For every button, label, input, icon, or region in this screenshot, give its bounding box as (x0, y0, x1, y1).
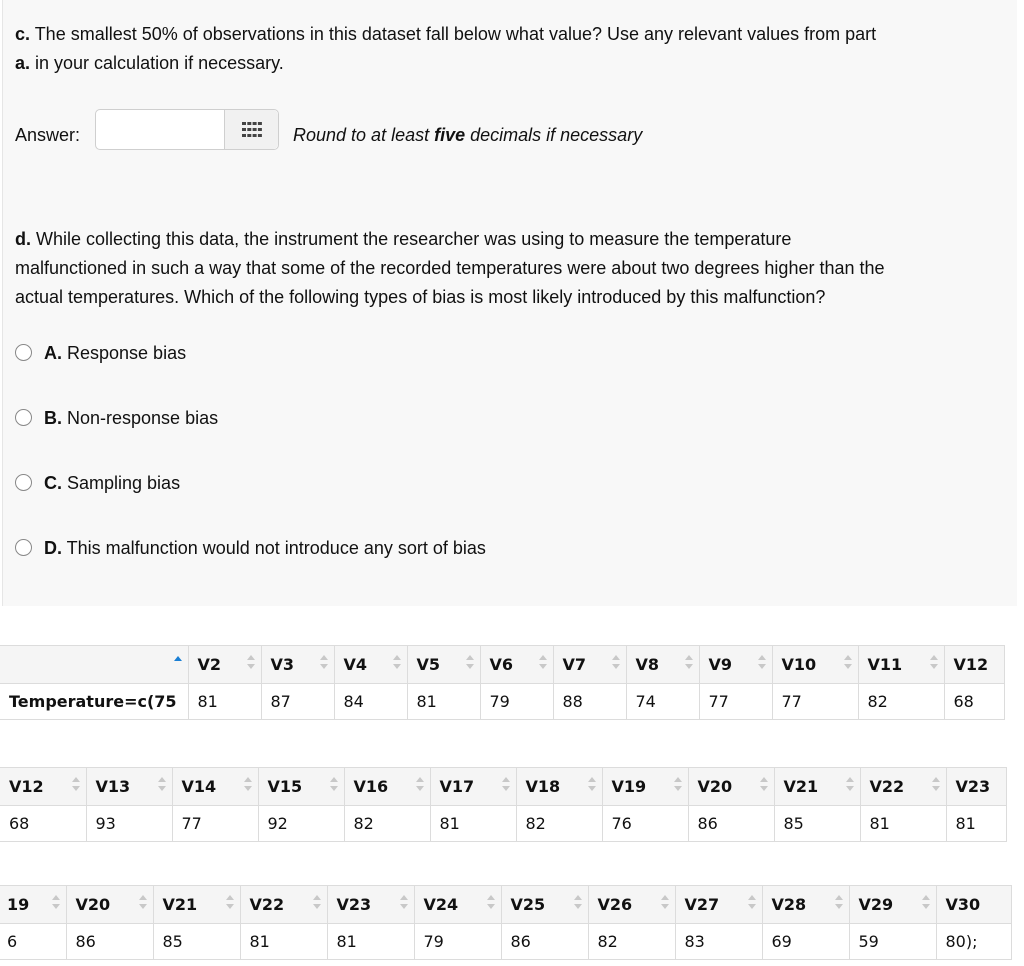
column-header[interactable]: V23 (946, 768, 1006, 806)
column-header[interactable]: V20 (66, 886, 153, 924)
table-cell: 81 (240, 924, 327, 960)
sort-icon[interactable] (400, 894, 408, 910)
sort-icon[interactable] (244, 776, 252, 792)
table-cell: 81 (860, 806, 946, 842)
table-cell: 93 (86, 806, 172, 842)
sort-icon[interactable] (313, 894, 321, 910)
sort-icon[interactable] (930, 654, 938, 670)
keypad-button[interactable] (224, 110, 278, 149)
sort-icon[interactable] (758, 654, 766, 670)
column-header[interactable]: V29 (849, 886, 936, 924)
sort-icon[interactable] (487, 894, 495, 910)
table-cell: 92 (258, 806, 344, 842)
table-cell: 68 (0, 806, 86, 842)
sort-icon[interactable] (466, 654, 474, 670)
table-row (0, 924, 1011, 960)
column-header[interactable]: V27 (675, 886, 762, 924)
sort-icon[interactable] (139, 894, 147, 910)
table-cell: 81 (327, 924, 414, 960)
data-table-3 (0, 885, 1012, 960)
sort-icon[interactable] (72, 776, 80, 792)
sort-icon[interactable] (393, 654, 401, 670)
column-header[interactable]: V12 (0, 768, 86, 806)
sort-icon[interactable] (174, 654, 182, 670)
sort-icon[interactable] (748, 894, 756, 910)
column-header[interactable]: V6 (480, 646, 553, 684)
column-header[interactable]: V21 (774, 768, 860, 806)
data-table-2 (0, 767, 1007, 842)
table-cell: 86 (501, 924, 588, 960)
table-row (0, 684, 1004, 720)
table-row (0, 806, 1006, 842)
table-cell: 84 (334, 684, 407, 720)
sort-icon[interactable] (574, 894, 582, 910)
table-cell: 83 (675, 924, 762, 960)
column-header[interactable]: V3 (261, 646, 334, 684)
table-cell: 86 (66, 924, 153, 960)
column-header[interactable]: V8 (626, 646, 699, 684)
table-cell: 6 (0, 924, 66, 960)
column-header[interactable]: V28 (762, 886, 849, 924)
column-header[interactable]: 19 (0, 886, 66, 924)
keypad-icon (242, 122, 262, 137)
table-cell: 82 (516, 806, 602, 842)
table-cell: 79 (414, 924, 501, 960)
column-header[interactable]: V7 (553, 646, 626, 684)
column-header[interactable]: V21 (153, 886, 240, 924)
sort-icon[interactable] (835, 894, 843, 910)
table-cell: 88 (553, 684, 626, 720)
radio-button[interactable] (15, 539, 32, 556)
sort-icon[interactable] (612, 654, 620, 670)
column-header[interactable]: V12 (944, 646, 1004, 684)
column-header[interactable]: V17 (430, 768, 516, 806)
column-header[interactable]: V26 (588, 886, 675, 924)
question-c-label: c. (15, 24, 31, 44)
column-header[interactable]: V9 (699, 646, 772, 684)
column-header[interactable] (0, 646, 188, 684)
table-cell: 82 (344, 806, 430, 842)
table-cell: 85 (153, 924, 240, 960)
table-header-row (0, 646, 1004, 684)
table-cell: 68 (944, 684, 1004, 720)
column-header[interactable]: V4 (334, 646, 407, 684)
question-c-label-a: a. (15, 53, 31, 73)
table-cell: 59 (849, 924, 936, 960)
answer-box (95, 109, 279, 150)
table-cell: 86 (688, 806, 774, 842)
data-table-1 (0, 645, 1005, 720)
question-panel: c. The smallest 50% of observations in this dataset fall below what value? Use any relevant values from part a. in your calculation if necessary. Answer: Round to at least five decimals if necessary d. While collecting this data, the instrument the researcher was using to measure the temperature malfunctioned in such a way that some of the recorded temperatures were about two degrees higher than the actual temperatures. Which of the following types of bias is most likely introduced by this malfunction? A. Response bias B. Non-response bias C. Sampling bias D. This malfunction would not introduce any sort of bias (2, 0, 1017, 606)
table-cell: 77 (172, 806, 258, 842)
column-header[interactable]: V22 (860, 768, 946, 806)
sort-icon[interactable] (588, 776, 596, 792)
table-cell: 81 (188, 684, 261, 720)
column-header[interactable]: V25 (501, 886, 588, 924)
table-cell: 81 (407, 684, 480, 720)
table-cell: 81 (430, 806, 516, 842)
radio-button[interactable] (15, 474, 32, 491)
table-cell: 76 (602, 806, 688, 842)
sort-icon[interactable] (760, 776, 768, 792)
question-d-label: d. (15, 229, 31, 249)
column-header[interactable]: V10 (772, 646, 858, 684)
sort-icon[interactable] (416, 776, 424, 792)
sort-icon[interactable] (539, 654, 547, 670)
question-c: c. The smallest 50% of observations in this dataset fall below what value? Use any relevant values from part a. in your calculation if necessary. (15, 24, 877, 73)
column-header[interactable]: V16 (344, 768, 430, 806)
table-cell: 74 (626, 684, 699, 720)
radio-button[interactable] (15, 409, 32, 426)
column-header[interactable]: V20 (688, 768, 774, 806)
table-cell: 69 (762, 924, 849, 960)
sort-icon[interactable] (158, 776, 166, 792)
question-d: d. While collecting this data, the instrument the researcher was using to measure the temperature malfunctioned in such a way that some of the recorded temperatures were about two degrees higher than the actual temperatures. Which of the following types of bias is most likely introduced by this malfunction? (15, 229, 885, 307)
column-header[interactable]: V5 (407, 646, 480, 684)
table-cell: 82 (858, 684, 944, 720)
column-header[interactable]: V23 (327, 886, 414, 924)
table-cell: Temperature=c(75 (0, 684, 188, 720)
radio-button[interactable] (15, 344, 32, 361)
sort-icon[interactable] (52, 894, 60, 910)
column-header[interactable]: V14 (172, 768, 258, 806)
column-header[interactable]: V24 (414, 886, 501, 924)
sort-icon[interactable] (844, 654, 852, 670)
table-cell: 81 (946, 806, 1006, 842)
table-cell: 80); (936, 924, 1011, 960)
table-header-row (0, 768, 1006, 806)
sort-icon[interactable] (674, 776, 682, 792)
table-cell: 85 (774, 806, 860, 842)
column-header[interactable]: V19 (602, 768, 688, 806)
column-header[interactable]: V2 (188, 646, 261, 684)
table-cell: 77 (699, 684, 772, 720)
column-header[interactable]: V11 (858, 646, 944, 684)
column-header[interactable]: V30 (936, 886, 1011, 924)
sort-icon[interactable] (685, 654, 693, 670)
column-header[interactable]: V15 (258, 768, 344, 806)
sort-icon[interactable] (661, 894, 669, 910)
sort-icon[interactable] (247, 654, 255, 670)
column-header[interactable]: V22 (240, 886, 327, 924)
sort-icon[interactable] (846, 776, 854, 792)
table-cell: 82 (588, 924, 675, 960)
answer-label: Answer: (15, 125, 81, 145)
table-cell: 79 (480, 684, 553, 720)
sort-icon[interactable] (932, 776, 940, 792)
sort-icon[interactable] (320, 654, 328, 670)
sort-icon[interactable] (330, 776, 338, 792)
sort-icon[interactable] (502, 776, 510, 792)
table-cell: 87 (261, 684, 334, 720)
column-header[interactable]: V13 (86, 768, 172, 806)
answer-input[interactable] (96, 110, 224, 149)
sort-icon[interactable] (922, 894, 930, 910)
table-cell: 77 (772, 684, 858, 720)
sort-icon[interactable] (226, 894, 234, 910)
column-header[interactable]: V18 (516, 768, 602, 806)
rounding-hint: Round to at least five decimals if necessary (293, 125, 643, 145)
table-header-row (0, 886, 1011, 924)
